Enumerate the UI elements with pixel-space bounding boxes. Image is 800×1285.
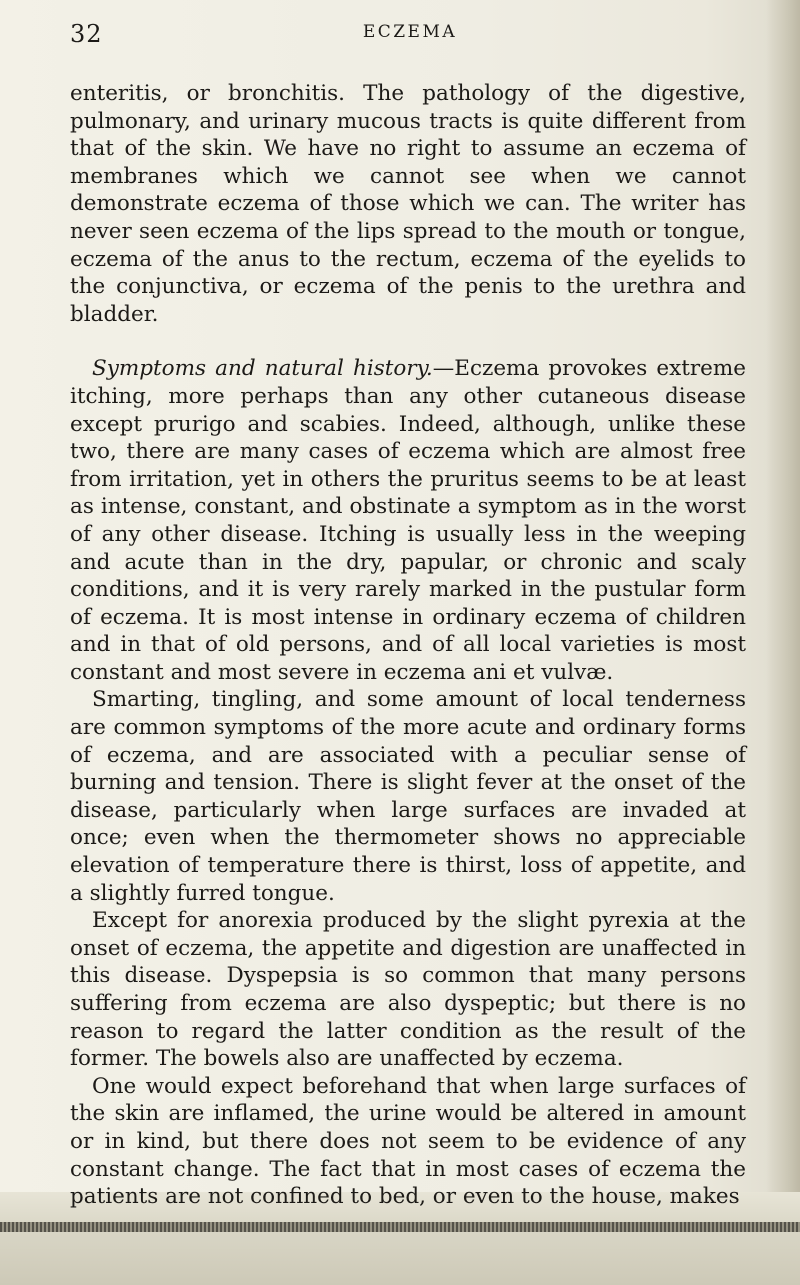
page-number: 32 [70, 20, 103, 48]
page-header [70, 18, 750, 58]
paragraph-5: One would expect beforehand that when large surfaces of the skin are inflamed, the urine would be altered in amount or in kind, but there does not seem to be evidence of any constant change. The fact that in most cases of eczema the patients are not confined to bed, or even to the house, makes [70, 1073, 746, 1210]
paragraph-1: enteritis, or bronchitis. The pathology of the digestive, pulmonary, and urinary mucous tracts is quite different from that of the skin. We have no right to assume an eczema of membranes which we cannot see when we cannot demonstrate eczema of those which we can. The writer has never seen eczema of the lips spread to the mouth or tongue, eczema of the anus to the rectum, eczema of the eyelids to the conjunctiva, or eczema of the penis to the urethra and bladder. [70, 81, 746, 327]
spine-shadow [766, 0, 800, 1285]
page-edge-stripes [0, 1222, 800, 1232]
paragraph-2 [70, 355, 746, 686]
paragraph-3: Smarting, tingling, and some amount of local tenderness are common symptoms of the more acute and ordinary forms of eczema, and are associated with a peculiar sense of burning and tension. There is slight fever at the onset of the disease, particularly when large surfaces are invaded at once; even when the thermometer shows no appreciable elevation of temperature there is thirst, loss of appetite, and a slightly furred tongue. [70, 687, 746, 906]
body-text [70, 80, 746, 1211]
running-head: ECZEMA [362, 22, 458, 42]
section-heading: Symptoms and natural history. [92, 356, 433, 382]
paragraph-4: Except for anorexia produced by the slight pyrexia at the onset of eczema, the appetite and digestion are unaffected in this disease. Dyspepsia is so common that many persons suffering from eczema are also dyspeptic; but there is no reason to regard the latter condition as the result of the former. The bowels also are unaffected by eczema. [70, 908, 746, 1072]
paragraph-2-text: —Eczema provokes extreme itching, more perhaps than any other cutaneous disease except prurigo and scabies. Indeed, although, unlike these two, there are many cases of eczema which are almost free from irritation, yet in others the pruritus seems to be at least as intense, constant, and obstinate a symptom as in the worst of any other disease. Itching is usually less in the weeping and acute than in the dry, papular, or chronic and scaly conditions, and it is very rarely marked in the pustular form of eczema. It is most intense in ordinary eczema of children and in that of old persons, and of all local varieties is most constant and most severe in eczema ani et vulvæ. [70, 356, 747, 685]
